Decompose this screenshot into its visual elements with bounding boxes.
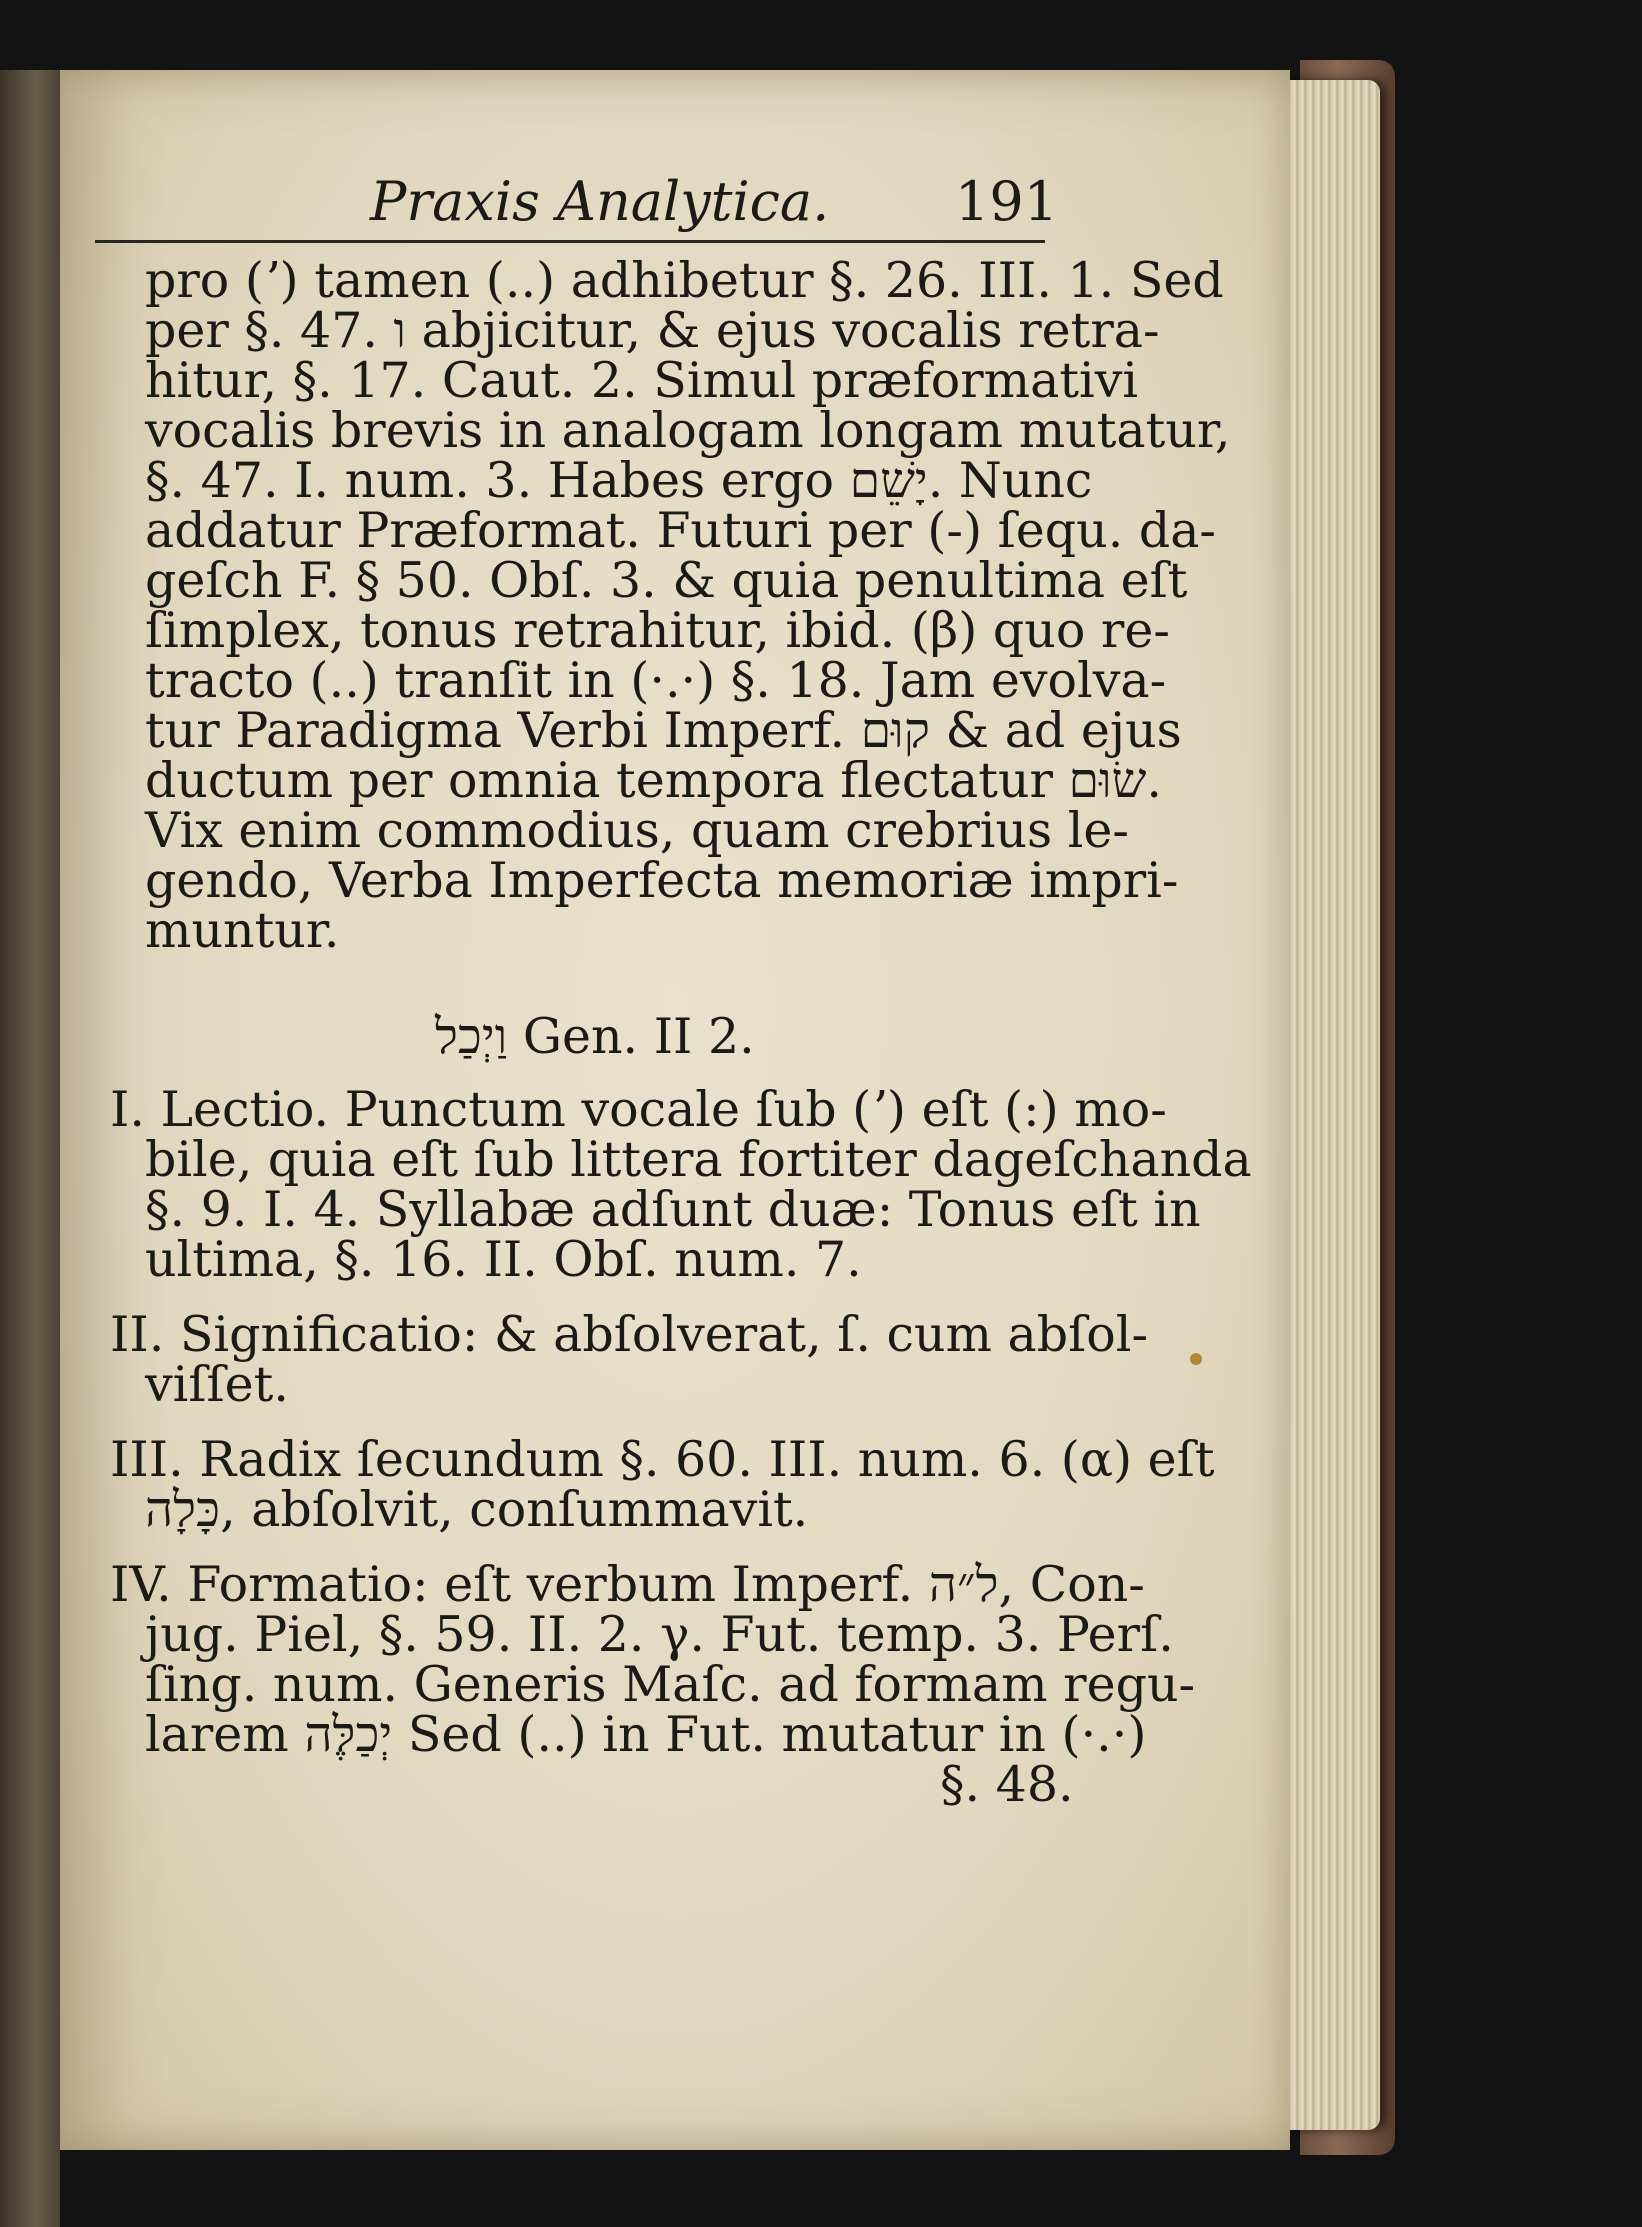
body-line: gendo, Verba Imperfecta memoriæ impri- [145, 852, 1179, 909]
body-line: §. 9. I. 4. Syllabæ adſunt duæ: Tonus eſt in [145, 1181, 1201, 1238]
body-line: larem יְכַלֶּה Sed (..) in Fut. mutatur in (·.·) [145, 1706, 1147, 1763]
body-line: כָּלָה, abſolvit, conſummavit. [145, 1481, 809, 1538]
body-line: jug. Piel, §. 59. II. 2. γ. Fut. temp. 3. Perſ. [145, 1606, 1174, 1663]
body-line: per §. 47. ו abjicitur, & ejus vocalis retra- [145, 302, 1160, 359]
body-line: pro (ʼ) tamen (..) adhibetur §. 26. III. 1. Sed [145, 252, 1224, 309]
body-line: §. 48. [940, 1756, 1074, 1813]
body-line: viſſet. [145, 1356, 289, 1413]
body-line: hitur, §. 17. Caut. 2. Simul præformativi [145, 352, 1139, 409]
body-line: I. Lectio. Punctum vocale ſub (ʼ) eſt (:) mo- [110, 1081, 1167, 1138]
body-line: geſch F. § 50. Obſ. 3. & quia penultima eſt [145, 552, 1188, 609]
body-line: ſing. num. Generis Maſc. ad formam regu- [145, 1656, 1196, 1713]
adjacent-page-edge [0, 70, 60, 2227]
body-line: §. 47. I. num. 3. Habes ergo יָשֵׁם. Nunc [145, 452, 1093, 509]
body-line: tur Paradigma Verbi Imperf. קוּם & ad ejus [145, 702, 1182, 759]
body-line: ſimplex, tonus retrahitur, ibid. (β) quo re- [145, 602, 1170, 659]
body-line: tracto (..) tranſit in (·.·) §. 18. Jam evolva- [145, 652, 1167, 709]
header-rule [95, 240, 1045, 243]
body-line: addatur Præformat. Futuri per (-) ſequ. da- [145, 502, 1216, 559]
body-line: Vix enim commodius, quam crebrius le- [145, 802, 1129, 859]
body-line: ductum per omnia tempora flectatur שׂוּם. [145, 752, 1162, 809]
paper-blemish [1190, 1353, 1202, 1365]
body-line: vocalis brevis in analogam longam mutatur, [145, 402, 1231, 459]
body-line: II. Significatio: & abſolverat, ſ. cum abſol- [110, 1306, 1148, 1363]
page-number: 191 [955, 170, 1059, 233]
body-line: ultima, §. 16. II. Obſ. num. 7. [145, 1231, 862, 1288]
body-line: bile, quia eſt ſub littera fortiter dageſchanda [145, 1131, 1252, 1188]
section-heading: וַיְכַל Gen. II 2. [435, 1008, 755, 1065]
body-line: III. Radix ſecundum §. 60. III. num. 6. (α) eſt [110, 1431, 1215, 1488]
running-title: Praxis Analytica. [370, 170, 830, 233]
body-line: muntur. [145, 902, 340, 959]
body-line: IV. Formatio: eſt verbum Imperf. ל״ה, Con- [110, 1556, 1145, 1613]
